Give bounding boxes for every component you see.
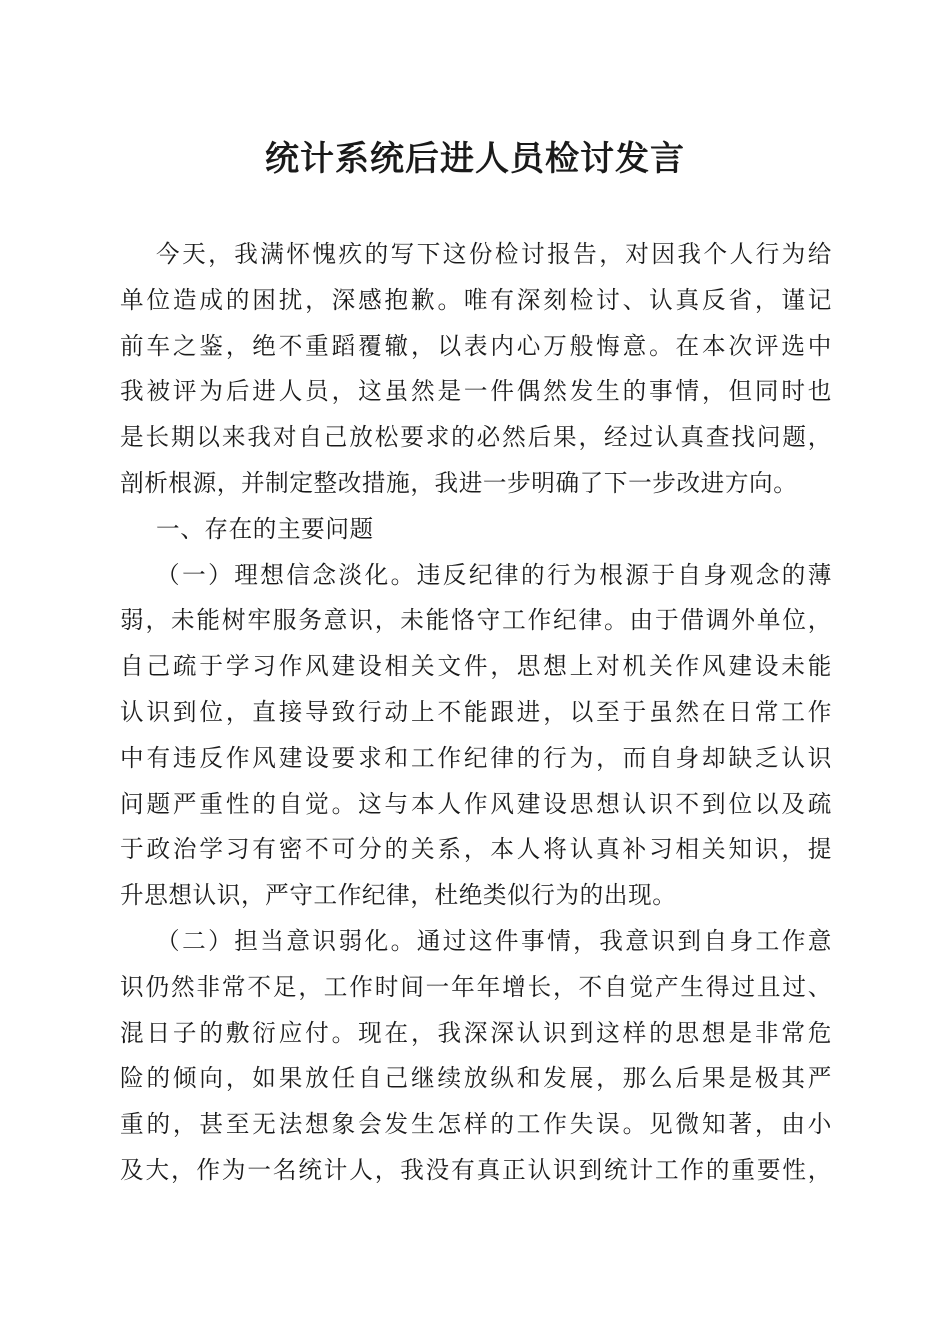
paragraph-line: 剖析根源，并制定整改措施，我进一步明确了下一步改进方向。 xyxy=(120,468,798,497)
paragraph-line: 混日子的敷衍应付。现在，我深深认识到这样的思想是非常危 xyxy=(120,1018,832,1047)
subsection-1-heading: （一）理想信念淡化。 xyxy=(156,560,417,589)
document-title: 统计系统后进人员检讨发言 xyxy=(265,139,685,179)
paragraph-line: 是长期以来我对自己放松要求的必然后果，经过认真查找问题， xyxy=(120,423,832,452)
subsection-first-line xyxy=(120,553,832,599)
paragraph-line: 重的，甚至无法想象会发生怎样的工作失误。见微知著，由小 xyxy=(120,1110,832,1139)
paragraph-line: 识仍然非常不足，工作时间一年年增长，不自觉产生得过且过、 xyxy=(120,972,832,1001)
paragraph-line: 问题严重性的自觉。这与本人作风建设思想认识不到位以及疏 xyxy=(120,789,832,818)
paragraph-line: 升思想认识，严守工作纪律，杜绝类似行为的出现。 xyxy=(120,881,677,910)
section-heading: 一、存在的主要问题 xyxy=(156,514,374,543)
intro-paragraph xyxy=(120,232,832,507)
paragraph-line: 中有违反作风建设要求和工作纪律的行为，而自身却缺乏认识 xyxy=(120,743,832,772)
subsection-2-heading: （二）担当意识弱化。 xyxy=(156,926,417,955)
paragraph-line: 及大，作为一名统计人，我没有真正认识到统计工作的重要性， xyxy=(120,1155,832,1184)
paragraph-line: 我被评为后进人员，这虽然是一件偶然发生的事情，但同时也 xyxy=(120,377,832,406)
paragraph-line: 今天，我满怀愧疚的写下这份检讨报告，对因我个人行为给 xyxy=(156,240,832,268)
subsection-2-first-line-rest: 通过这件事情，我意识到自身工作意 xyxy=(416,926,832,955)
paragraph-line: 前车之鉴，绝不重蹈覆辙，以表内心万般悔意。在本次评选中 xyxy=(120,331,832,360)
paragraph-line: 自己疏于学习作风建设相关文件，思想上对机关作风建设未能 xyxy=(120,652,832,681)
paragraph-line: 单位造成的困扰，深感抱歉。唯有深刻检讨、认真反省，谨记 xyxy=(120,285,832,314)
subsection-1-first-line-rest: 违反纪律的行为根源于自身观念的薄 xyxy=(416,560,832,589)
paragraph-line: 弱，未能树牢服务意识，未能恪守工作纪律。由于借调外单位， xyxy=(120,606,832,635)
paragraph-line: 险的倾向，如果放任自己继续放纵和发展，那么后果是极其严 xyxy=(120,1064,832,1093)
subsection-2 xyxy=(120,919,832,1194)
subsection-1 xyxy=(120,553,832,919)
paragraph-line: 于政治学习有密不可分的关系，本人将认真补习相关知识，提 xyxy=(120,835,832,864)
document-body xyxy=(120,232,832,1194)
subsection-first-line xyxy=(120,919,832,965)
paragraph-line: 认识到位，直接导致行动上不能跟进，以至于虽然在日常工作 xyxy=(120,697,832,726)
